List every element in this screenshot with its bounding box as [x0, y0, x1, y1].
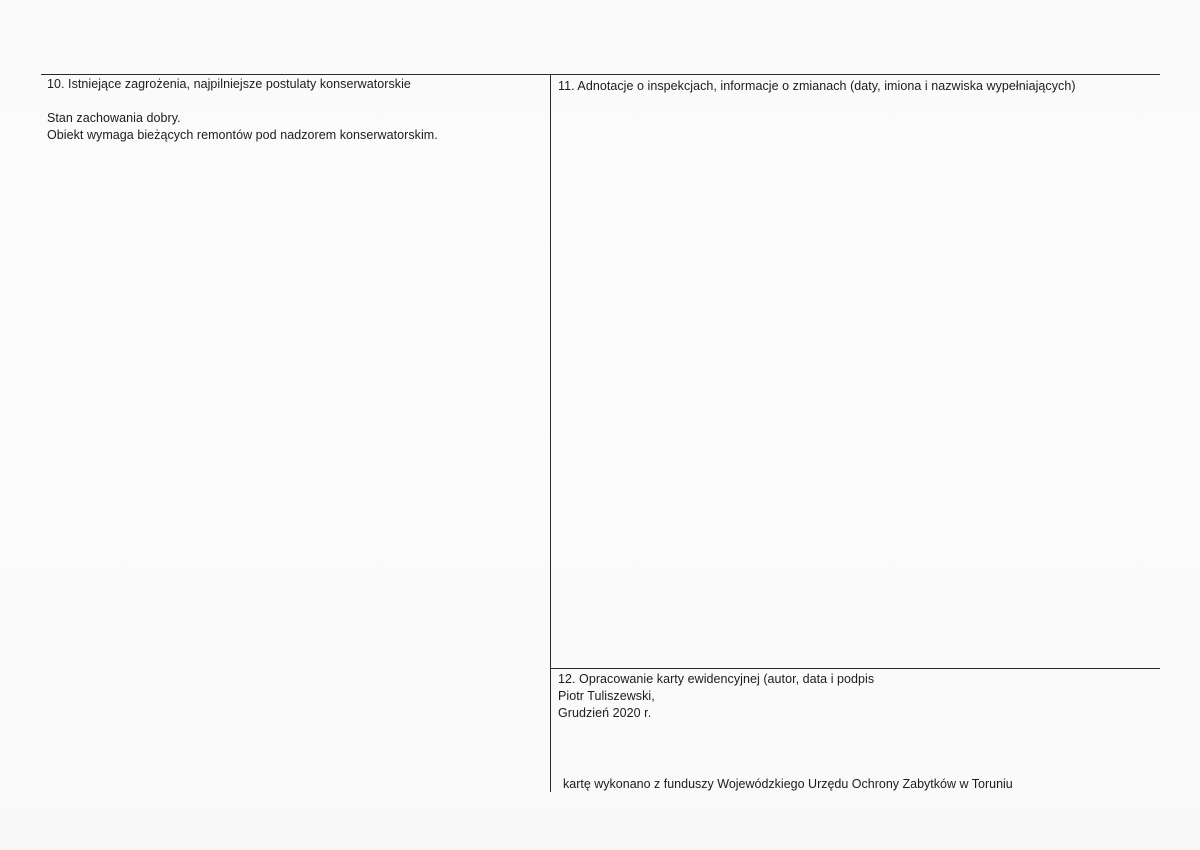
section-12-heading: 12. Opracowanie karty ewidencyjnej (autor, data i podpis	[558, 672, 875, 686]
section-12-author: Piotr Tuliszewski,	[558, 689, 655, 703]
section-10	[47, 76, 542, 144]
section-11	[558, 78, 1158, 95]
section-10-heading: 10. Istniejące zagrożenia, najpilniejsze postulaty konserwatorskie	[47, 77, 411, 91]
section-10-line-condition: Stan zachowania dobry.	[47, 111, 181, 125]
spacer	[47, 93, 542, 110]
section-12-date: Grudzień 2020 r.	[558, 706, 652, 720]
section-12-divider	[550, 668, 1160, 669]
column-divider	[550, 74, 551, 792]
funding-note: kartę wykonano z funduszy Wojewódzkiego Urzędu Ochrony Zabytków w Toruniu	[563, 777, 1013, 791]
section-11-heading: 11. Adnotacje o inspekcjach, informacje o zmianach (daty, imiona i nazwiska wypełniających)	[558, 79, 1076, 93]
top-divider	[41, 74, 1160, 75]
section-12	[558, 671, 1158, 722]
section-10-line-repairs: Obiekt wymaga bieżących remontów pod nadzorem konserwatorskim.	[47, 128, 438, 142]
